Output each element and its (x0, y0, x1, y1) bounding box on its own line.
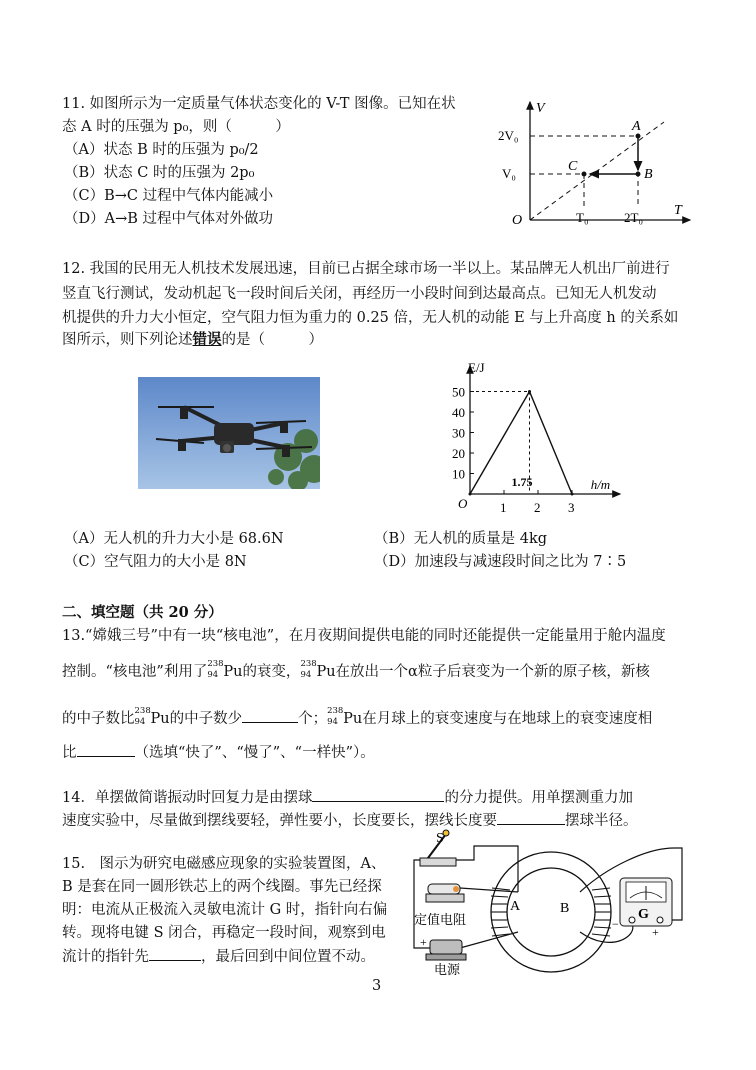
q13-line2: 控制。“核电池”利用了 238 94 Pu的衰变， 238 94 Pu在放出一个α粒子后衰变为一个新的原子核，新核 (62, 659, 650, 680)
data-point (469, 493, 472, 496)
x-axis-label: h/m (590, 477, 611, 492)
energy-height-chart (440, 358, 640, 520)
q11-line1: 11. 如图所示为一定质量气体状态变化的 V-T 图像。已知在状 (62, 96, 456, 112)
q12-line4 (62, 330, 323, 350)
coil-b-label: B (560, 901, 570, 916)
answer-blank-pointer[interactable] (149, 946, 201, 961)
q12-line4-post: 的是（ ） (221, 332, 323, 348)
q11-option-c: （C）B→C 过程中气体内能减小 (64, 188, 274, 204)
q12-option-c: （C）空气阻力的大小是 8N (64, 554, 247, 570)
y-tick-label: 20 (452, 446, 465, 461)
data-point (528, 390, 531, 393)
q11-option-a: （A）状态 B 时的压强为 p₀/2 (64, 142, 259, 158)
section-title: 二、填空题（共 20 分） (62, 604, 223, 621)
meter-label: G (638, 907, 649, 922)
meter-plus: + (652, 925, 659, 939)
y-axis-label: E/J (468, 360, 485, 375)
tick-2t0: 2T₀ (624, 210, 643, 225)
nuclide-pu238: 238 94 Pu (134, 706, 170, 727)
nuclide-pu238: 238 94 Pu (300, 659, 336, 680)
tick-t0: T₀ (576, 210, 589, 225)
tick-v0: V₀ (502, 166, 516, 181)
q11-line2: 态 A 时的压强为 p₀，则（ ） (62, 119, 290, 135)
t-axis-label: T (674, 203, 682, 218)
q13-line4: 比 （选填“快了”、“慢了”、“一样快”）。 (62, 742, 375, 763)
point-a-label: A (632, 119, 641, 134)
x-tick-label: 1 (500, 500, 507, 515)
y-tick-label: 50 (452, 384, 465, 400)
q15-line3: 明：电流从正极流入灵敏电流计 G 时，指针向右偏 (62, 902, 388, 918)
origin-label: O (512, 213, 523, 228)
q14-line1: 14．单摆做简谐振动时回复力是由摆球 的分力提供。用单摆测重力加 (62, 787, 633, 808)
answer-blank-decay-speed[interactable] (77, 742, 135, 757)
q12-line4-pre: 图所示，则下列论述 (62, 332, 193, 348)
meter-minus: − (612, 917, 619, 931)
iron-core-inner (507, 868, 595, 956)
source-label: 电源 (434, 962, 461, 976)
iron-core-outer (491, 852, 611, 972)
q15-line4: 转。现将电键 S 闭合，再稳定一段时间，观察到电 (62, 925, 386, 941)
q15-line5: 流计的指针先 ，最后回到中间位置不动。 (62, 946, 375, 967)
nuclide-pu238: 238 94 Pu (207, 659, 243, 680)
q11-option-d: （D）A→B 过程中气体对外做功 (64, 211, 274, 227)
nuclide-pu238: 238 94 Pu (327, 706, 363, 727)
q15-line1: 15. 图示为研究电磁感应现象的实验装置图，A、 (62, 856, 386, 872)
q12-line1: 12. 我国的民用无人机技术发展迅速，目前已占据全球市场一半以上。某品牌无人机出厂前进行 (62, 261, 670, 277)
q11-option-b: （B）状态 C 时的压强为 2p₀ (64, 165, 255, 181)
q13-line1: 13.“嫦娥三号”中有一块“核电池”，在月夜期间提供电能的同时还能提供一定能量用于舱内温度 (62, 628, 666, 644)
q13-line3: 的中子数比 238 94 Pu的中子数少 个； 238 94 Pu在月球上的衰变速度与在地球上的衰变速度相 (62, 706, 653, 727)
q12-line2: 竖直飞行测试，发动机起飞一段时间后关闭，再经历一小段时间到达最高点。已知无人机发动 (62, 286, 657, 302)
answer-blank-restoring-force[interactable] (312, 787, 444, 802)
coil-a-label: A (510, 899, 521, 914)
tick-2v0: 2V₀ (498, 128, 519, 143)
q12-line3: 机提供的升力大小恒定，空气阻力恒为重力的 0.25 倍，无人机的动能 E 与上升高度 h 的关系如 (62, 310, 679, 326)
origin-label: O (458, 496, 468, 511)
answer-blank-length[interactable] (497, 810, 565, 825)
x-tick-label: 2 (534, 500, 541, 515)
v-axis-label: V (536, 101, 545, 116)
answer-blank-neutrons[interactable] (242, 708, 298, 723)
q12-option-a: （A）无人机的升力大小是 68.6N (64, 531, 284, 547)
q14-line2: 速度实验中，尽量做到摆线要轻，弹性要小，长度要长，摆线长度要 摆球半径。 (62, 810, 638, 831)
point-b-label: B (644, 167, 653, 182)
y-tick-label: 10 (452, 466, 465, 482)
resistor-icon (426, 884, 464, 902)
data-point (571, 493, 574, 496)
q12-emphasis-wrong: 错误 (192, 331, 222, 348)
battery-icon (426, 940, 466, 960)
y-tick-label: 40 (452, 405, 465, 420)
page-number: 3 (372, 978, 382, 994)
q12-option-d: （D）加速段与减速段时间之比为 7∶5 (374, 554, 627, 570)
battery-plus: + (420, 935, 427, 949)
point-c-label: C (568, 159, 578, 174)
resistor-label: 定值电阻 (414, 912, 467, 927)
x-tick-label: 3 (568, 500, 575, 515)
peak-annotation: 1.75 (511, 475, 533, 489)
vt-graph (494, 98, 694, 234)
q15-line2: B 是套在同一圆形铁芯上的两个线圈。事先已经探 (62, 879, 382, 895)
drone-photo (138, 377, 320, 489)
switch-label: S (436, 831, 444, 846)
induction-apparatus (406, 828, 696, 976)
y-tick-label: 30 (452, 425, 465, 441)
q12-option-b: （B）无人机的质量是 4kg (374, 531, 548, 547)
